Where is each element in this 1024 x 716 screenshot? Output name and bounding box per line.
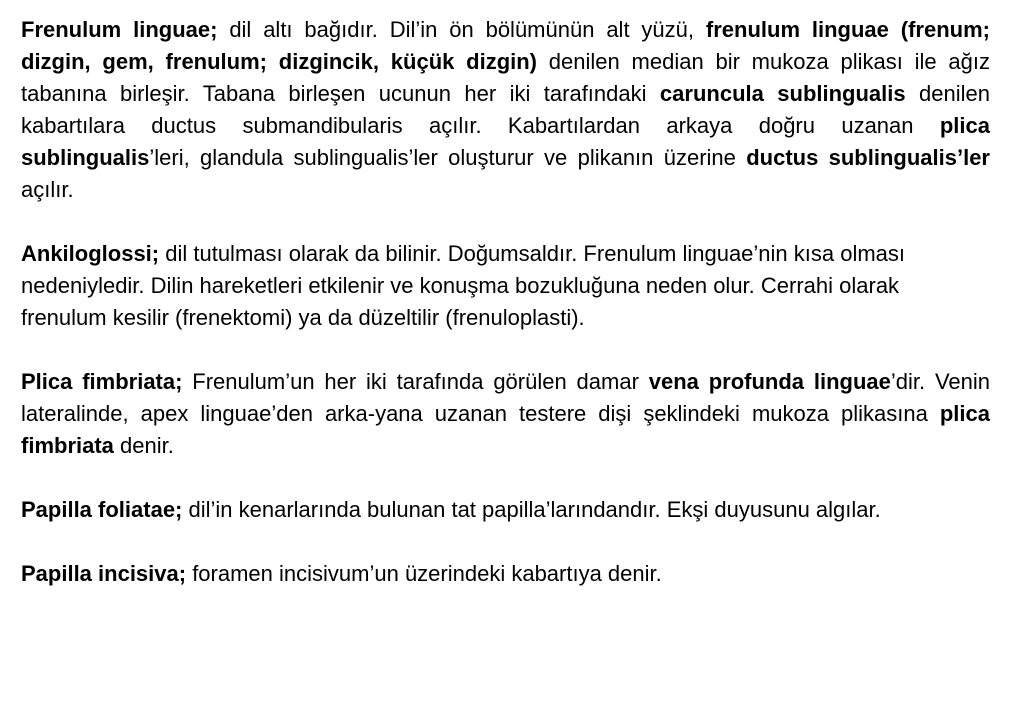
paragraph-text: dil tutulması olarak da bilinir. Doğumsaldır. Frenulum linguae’nin kısa olması nedeniyledir. Dilin hareketleri etkilenir ve konuşma bozukluğuna neden olur. Cerrahi olarak frenulum kesilir (frenektomi) ya da düzeltilir (frenuloplasti). [21, 241, 906, 330]
term-ankiloglossi: Ankiloglossi; [21, 241, 160, 266]
paragraph-text: denilen kabartılara ductus submandibularis açılır. Kabartılardan arkaya doğru uzanan [21, 81, 990, 138]
term-papilla-foliatae: Papilla foliatae; [21, 497, 183, 522]
term-plica-fimbriata: plica fimbriata [21, 401, 990, 458]
term-papilla-incisiva: Papilla incisiva; [21, 561, 187, 586]
paragraph-text: foramen incisivum’un üzerindeki kabartıya denir. [186, 561, 662, 586]
document-page [21, 14, 990, 590]
paragraph-ankiloglossi [21, 238, 990, 334]
term-plica-fimbriata-heading: Plica fimbriata; [21, 369, 183, 394]
term-caruncula-sublingualis: caruncula sublingualis [659, 81, 906, 106]
term-ductus-sublingualis: ductus sublingualis’ler [746, 145, 990, 170]
paragraph-papilla-incisiva [21, 558, 990, 590]
paragraph-plica-fimbriata [21, 366, 990, 462]
term-frenulum-linguae: Frenulum linguae; [21, 17, 218, 42]
paragraph-text: ’dir. Venin lateralinde, apex linguae’den arka-yana uzanan testere dişi şeklindeki mukoza plikasına [21, 369, 990, 426]
paragraph-text: Frenulum’un her iki tarafında görülen damar [182, 369, 649, 394]
term-plica-sublingualis: plica sublingualis [21, 113, 990, 170]
term-frenulum-synonyms: frenulum linguae (frenum; dizgin, gem, frenulum; dizgincik, küçük dizgin) [21, 17, 990, 74]
paragraph-text: dil’in kenarlarında bulunan tat papilla’larındandır. Ekşi duyusunu algılar. [182, 497, 881, 522]
paragraph-text: denir. [113, 433, 174, 458]
paragraph-papilla-foliatae [21, 494, 990, 526]
paragraph-frenulum-linguae [21, 14, 990, 206]
paragraph-text: ’leri, glandula sublingualis’ler oluşturur ve plikanın üzerine [149, 145, 747, 170]
paragraph-text: denilen median bir mukoza plikası ile ağız tabanına birleşir. Tabana birleşen ucunun her iki tarafındaki [21, 49, 991, 106]
term-vena-profunda-linguae: vena profunda linguae [648, 369, 891, 394]
paragraph-text: dil altı bağıdır. Dil’in ön bölümünün alt yüzü, [217, 17, 706, 42]
paragraph-text: açılır. [21, 177, 74, 202]
